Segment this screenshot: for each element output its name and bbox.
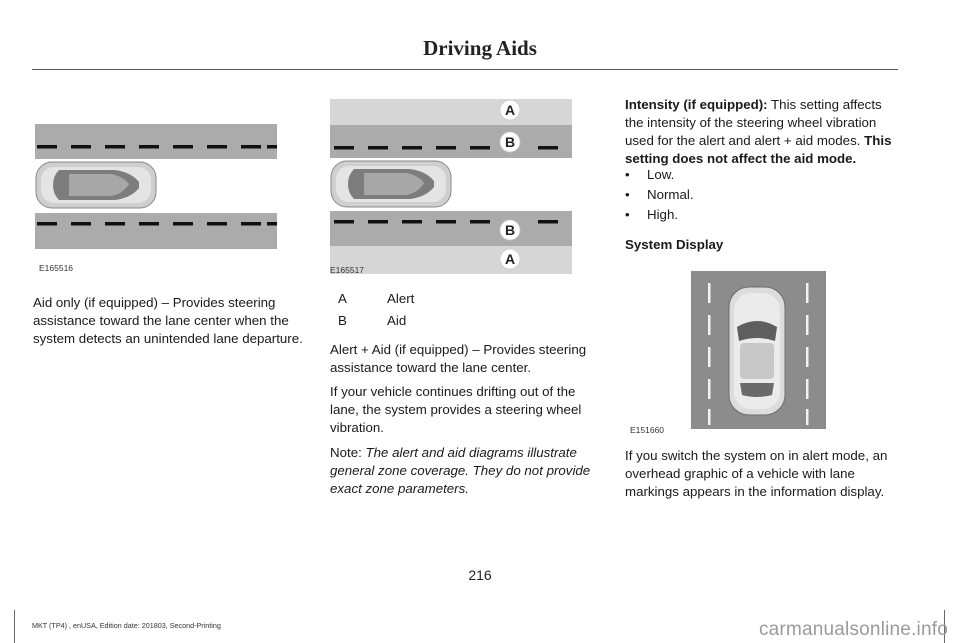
figure-code-e165517: E165517 — [330, 265, 365, 275]
note-text: The alert and aid diagrams illustrate general zone coverage. They do not provide exact zone parameters. — [330, 445, 591, 496]
zone-marker-upper-a — [500, 100, 520, 120]
lower-lane-dashes — [37, 222, 277, 226]
lower-alert-zone — [330, 246, 572, 274]
crop-mark-left — [14, 610, 15, 643]
page-number: 216 — [468, 567, 492, 583]
legend-key: B — [338, 313, 347, 328]
edition-footer: MKT (TP4) , enUSA, Edition date: 201803, Second-Printing — [32, 621, 221, 630]
intensity-paragraph — [625, 96, 900, 168]
note-paragraph — [330, 444, 605, 498]
upper-aid-zone — [35, 124, 277, 159]
bullet-dot: • — [625, 187, 630, 202]
system-display-description: If you switch the system on in alert mode, an overhead graphic of a vehicle with lane markings appears in the information display. — [625, 448, 888, 499]
page-header-title: Driving Aids — [423, 36, 537, 60]
lower-aid-zone — [330, 211, 572, 246]
legend-key: A — [338, 291, 347, 306]
note-label: Note: — [330, 445, 362, 460]
alert-aid-description: Alert + Aid (if equipped) – Provides steering assistance toward the lane center. — [330, 342, 587, 375]
intensity-text: This setting affects the intensity of the steering wheel vibration used for the alert and alert + aid modes. — [625, 97, 882, 148]
intensity-label: Intensity (if equipped): — [625, 97, 768, 112]
aid-only-description: Aid only (if equipped) – Provides steering assistance toward the lane center when the system detects an unintended lane departure. — [33, 295, 303, 346]
legend-row-b — [338, 313, 538, 331]
zone-marker-upper-b — [500, 132, 520, 152]
bullet-text: Low. — [647, 167, 675, 182]
zone-marker-lower-a — [500, 249, 520, 269]
car-side-view — [36, 162, 156, 208]
zone-label: B — [504, 222, 516, 238]
bullet-text: Normal. — [647, 187, 694, 202]
zone-label: A — [504, 251, 516, 267]
aid-only-diagram — [35, 124, 277, 249]
zone-label: A — [504, 102, 516, 118]
legend-row-a — [338, 291, 538, 309]
zone-label: B — [504, 134, 516, 150]
zone-marker-lower-b — [500, 220, 520, 240]
header-divider — [32, 69, 898, 70]
bullet-dot: • — [625, 207, 630, 222]
legend-value: Alert — [387, 291, 415, 306]
upper-lane-dashes — [37, 145, 277, 149]
lower-aid-zone — [35, 213, 277, 249]
watermark: carmanualsonline.info — [758, 619, 948, 640]
car-side-view — [331, 161, 451, 207]
upper-alert-zone — [330, 99, 572, 125]
figure-code-e165516: E165516 — [39, 263, 74, 273]
bullet-text: High. — [647, 207, 679, 222]
legend-value: Aid — [387, 313, 407, 328]
intensity-bold-text: This setting does not affect the aid mode. — [625, 133, 892, 166]
alert-aid-diagram — [330, 99, 572, 274]
figure-code-e151660: E151660 — [630, 425, 665, 435]
drift-vibration-description: If your vehicle continues drifting out of the lane, the system provides a steering wheel vibration. — [330, 384, 582, 435]
system-display-heading: System Display — [625, 237, 724, 252]
bullet-dot: • — [625, 167, 630, 182]
upper-aid-zone — [330, 125, 572, 158]
vehicle-top-view — [729, 287, 785, 415]
system-display-graphic — [691, 271, 826, 429]
